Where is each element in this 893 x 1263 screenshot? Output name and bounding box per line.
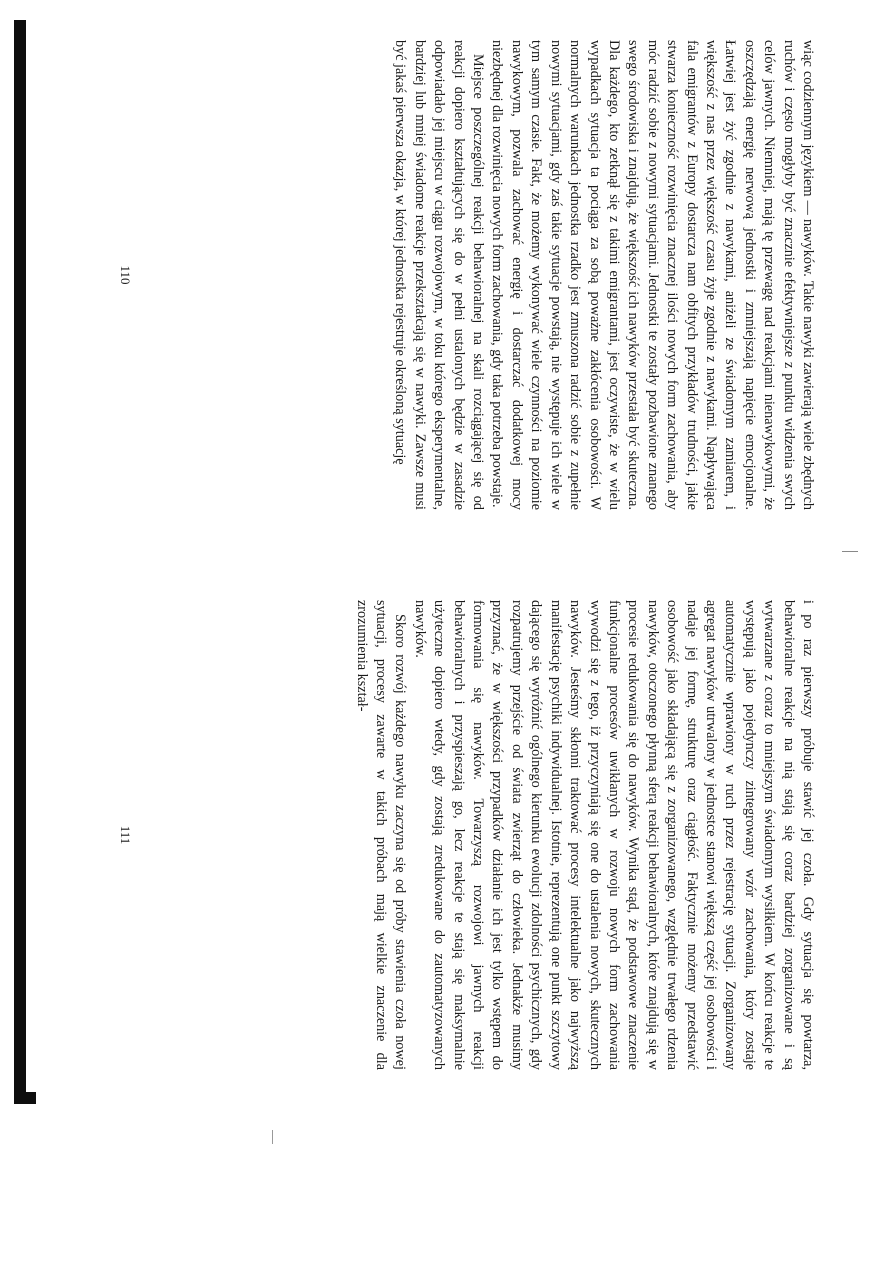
right-page-body	[167, 600, 817, 1070]
left-paragraph-2: Miejsce poszczególnej reakcji behawioralnej na skali rozciągającej się od reakcji dopiero kształtujących się do w pełni ustalonych będzie w zasadzie odpowiadało jej miejscu w ciągu rozwojowym, w toku którego eksperymentalne, bardziej lub mniej świadome reakcje przekształcają się w nawyki. Zawsze musi być jakaś pierwsza okazja, w której jednostka rejestruje określoną sytuację	[392, 40, 487, 510]
left-page-number: 110	[118, 265, 133, 285]
left-page-body	[167, 40, 817, 510]
right-paragraph-1: i po raz pierwszy próbuje stawić jej czoła. Gdy sytuacja się powtarza, behawioralne reakcje na nią stają się coraz bardziej zorganizowane i są wytwarzane z coraz to mniejszym świadomym wysiłkiem. W końcu reakcje te występują jako pojedynczy zintegrowany wzór zachowania, który zostaje automatycznie wprawiony w ruch przez rejestrację sytuacji. Zorganizowany agregat nawyków utrwalony w jednostce stanowi większą część jej osobowości i nadaje jej formę, strukturę oraz ciągłość. Faktycznie możemy przedstawić osobowość jako składającą się z zorganizowanego, względnie trwałego rdzenia nawyków, otoczonego płynną sferą reakcji behawioralnych, które znajdują się w procesie redukowania się do nawyków. Wynika stąd, że podstawowe znaczenie funkcjonalne procesów uwikłanych w rozwoju nowych form zachowania wywodzi się z tego, iż przyczyniają się one do ustalenia nowych, skutecznych nawyków. Jesteśmy skłonni traktować procesy intelektualne jako najwyższą manifestację psychiki indywidualnej. Istotnie, reprezentują one punkt szczytowy dającego się wyróżnić ogólnego kierunku ewolucji zdolności psychicznych, gdy rozpatrujemy przejście od świata zwierząt do człowieka. Jednakże musimy przyznać, że w większości przypadków działanie ich jest tylko wstępem do formowania się nawyków. Towarzyszą rozwojowi jawnych reakcji behawioralnych i przyspieszają go, lecz reakcje te stają się maksymalnie użyteczne dopiero wtedy, gdy zostają zredukowane do zautomatyzowanych nawyków.	[411, 600, 816, 1070]
book-spread	[117, 40, 817, 1095]
left-paragraph-1: wiąc codziennym językiem — nawyków. Takie nawyki zawierają wiele zbędnych ruchów i często mogłyby być znacznie efektywniejsze z punktu widzenia swych celów jawnych. Niemniej, mają tę przewagę nad reakcjami nienawykowymi, że oszczędzają energię nerwową jednostki i zmniejszają napięcie emocjonalne. Łatwiej jest żyć zgodnie z nawykami, aniżeli ze świadomym zamiarem, i większość z nas przez większość czasu żyje zgodnie z nawykami. Napływająca fala emigrantów z Europy dostarcza nam obfitych przykładów trudności, jakie stwarza konieczność rozwinięcia znacznej ilości nowych form zachowania, aby móc radzić sobie z nowymi sytuacjami. Jednostki te zostały pozbawione znanego swego środowiska i znajdują, że większość ich nawyków przestała być skuteczna. Dla każdego, kto zetknął się z takimi emigrantami, jest oczywiste, że w wielu wypadkach sytuacja ta pociąga za sobą poważne zakłócenia osobowości. W normalnych warunkach jednostka rzadko jest zmuszona radzić sobie z zupełnie nowymi sytuacjami, gdy zaś takie sytuacje powstają, nie występuje ich wiele w tym samym czasie. Fakt, że możemy wykonywać wiele czynności na poziomie nawykowym, pozwala zachować energię i dostarczać dodatkowej mocy niezbędnej dla rozwinięcia nowych form zachowania, gdy taka potrzeba powstaje.	[489, 40, 816, 510]
scan-binding-shadow	[14, 20, 26, 1100]
right-page	[117, 600, 817, 1070]
scan-gutter-mark	[842, 551, 858, 552]
scan-binding-shadow-foot	[14, 1092, 36, 1104]
scan-stray-mark	[272, 1130, 273, 1144]
right-page-number: 111	[118, 825, 133, 845]
left-page	[117, 40, 817, 510]
right-paragraph-2: Skoro rozwój każdego nawyku zaczyna się od próby stawienia czoła nowej sytuacji, procesy zawarte w takich próbach mają wielkie znaczenie dla zrozumienia kształ-	[353, 600, 409, 1070]
